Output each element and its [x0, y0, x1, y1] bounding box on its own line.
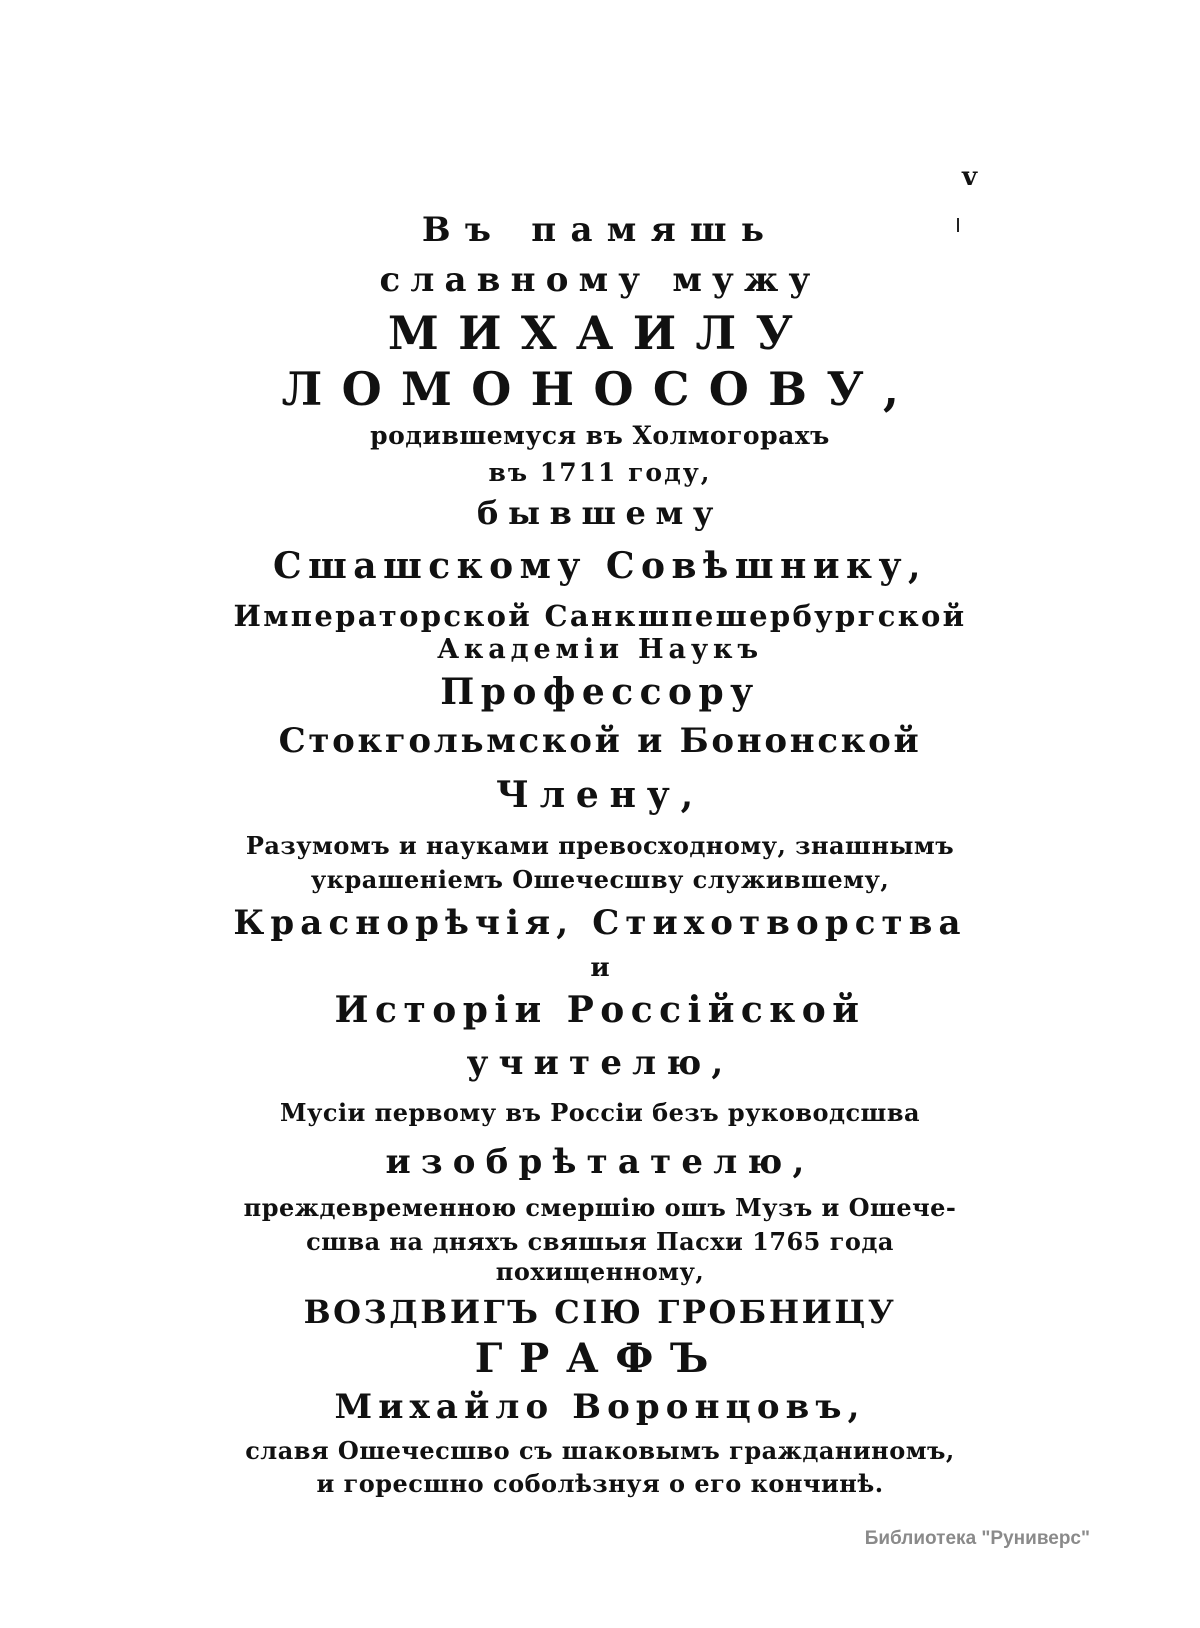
inscription-line-2: славному мужу: [379, 260, 821, 300]
inscription-line-21: изобрѣтателю,: [385, 1142, 815, 1182]
page-signature-mark: v: [962, 162, 978, 192]
inscription-line-4: ЛОМОНОСОВУ,: [281, 362, 919, 416]
inscription-line-19: учителю,: [466, 1043, 734, 1083]
inscription-line-9: Императорской Санкшпешербургской: [233, 599, 967, 633]
inscription-line-29: и горесшно соболѣзнуя о его кончинѣ.: [316, 1469, 884, 1498]
memorial-inscription: [200, 205, 1000, 1499]
inscription-line-25: ВОЗДВИГЪ СІЮ ГРОБНИЦУ: [303, 1293, 897, 1331]
inscription-line-14: Разумомъ и науками превосходному, знашнымъ: [245, 831, 955, 860]
inscription-line-6: въ 1711 году,: [488, 458, 712, 487]
library-watermark: Библиотека "Руниверс": [864, 1528, 1090, 1549]
inscription-line-17: и: [590, 953, 610, 983]
inscription-line-8: Сшашскому Совѣшнику,: [272, 545, 928, 587]
inscription-line-12: Стокгольмской и Бононской: [278, 721, 922, 761]
inscription-line-5: родившемуся въ Холмогорахъ: [370, 421, 830, 450]
inscription-line-24: похищенному,: [495, 1257, 705, 1286]
inscription-line-20: Мусіи первому въ Россіи безъ руководсшва: [279, 1098, 921, 1127]
inscription-line-15: украшеніемъ Ошечесшву служившему,: [310, 865, 890, 894]
inscription-line-3: МИХАИЛУ: [387, 306, 813, 360]
inscription-line-27: Михайло Воронцовъ,: [334, 1387, 866, 1427]
inscription-line-26: ГРАФЪ: [474, 1335, 726, 1382]
inscription-line-11: Профессору: [440, 671, 760, 713]
inscription-line-18: Исторіи Россійской: [334, 989, 866, 1031]
inscription-line-13: Члену,: [496, 774, 704, 816]
inscription-line-1: Въ памяшь: [421, 210, 779, 250]
inscription-line-28: славя Ошечесшво съ шаковымъ гражданиномъ,: [245, 1436, 955, 1465]
inscription-line-23: сшва на дняхъ свяшыя Пасхи 1765 года: [306, 1227, 894, 1256]
inscription-line-10: Академіи Наукъ: [437, 634, 763, 665]
inscription-line-7: бывшему: [477, 494, 723, 532]
inscription-line-16: Краснорѣчія, Стихотворства: [233, 903, 967, 943]
inscription-line-22: преждевременною смершію ошъ Музъ и Ошече-: [243, 1193, 957, 1222]
